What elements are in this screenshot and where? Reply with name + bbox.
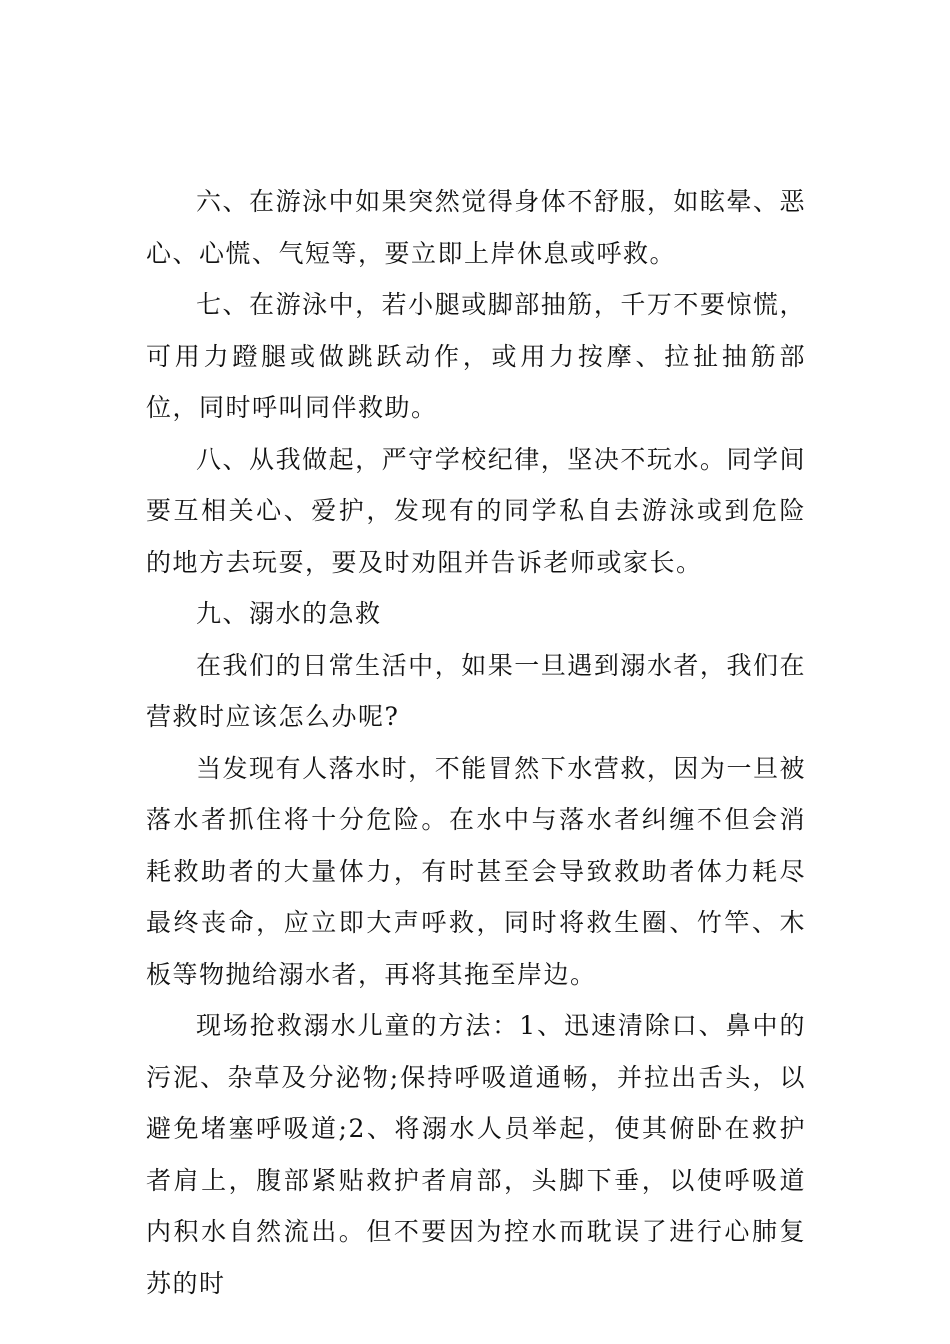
document-body bbox=[146, 176, 806, 1309]
paragraph-six: 六、在游泳中如果突然觉得身体不舒服，如眩晕、恶心、心慌、气短等，要立即上岸休息或呼救。 bbox=[146, 187, 806, 268]
paragraph-rescue-question: 在我们的日常生活中，如果一旦遇到溺水者，我们在营救时应该怎么办呢? bbox=[146, 650, 806, 731]
paragraph-rescue-guidance: 当发现有人落水时，不能冒然下水营救，因为一旦被落水者抓住将十分危险。在水中与落水者纠缠不但会消耗救助者的大量体力，有时甚至会导致救助者体力耗尽最终丧命，应立即大声呼救，同时将救生圈、竹竿、木板等物抛给溺水者，再将其拖至岸边。 bbox=[146, 753, 806, 989]
section-heading-drowning-first-aid: 九、溺水的急救 bbox=[196, 599, 382, 628]
paragraph-onsite-rescue-method: 现场抢救溺水儿童的方法：1、迅速清除口、鼻中的污泥、杂草及分泌物;保持呼吸道通畅，并拉出舌头，以避免堵塞呼吸道;2、将溺水人员举起，使其俯卧在救护者肩上，腹部紧贴救护者肩部，头脚下垂，以使呼吸道内积水自然流出。但不要因为控水而耽误了进行心肺复苏的时 bbox=[146, 1011, 806, 1298]
paragraph-seven: 七、在游泳中，若小腿或脚部抽筋，千万不要惊慌，可用力蹬腿或做跳跃动作，或用力按摩、拉扯抽筋部位，同时呼叫同伴救助。 bbox=[146, 290, 806, 422]
paragraph-eight: 八、从我做起，严守学校纪律，坚决不玩水。同学间要互相关心、爱护，发现有的同学私自去游泳或到危险的地方去玩耍，要及时劝阻并告诉老师或家长。 bbox=[146, 444, 806, 577]
